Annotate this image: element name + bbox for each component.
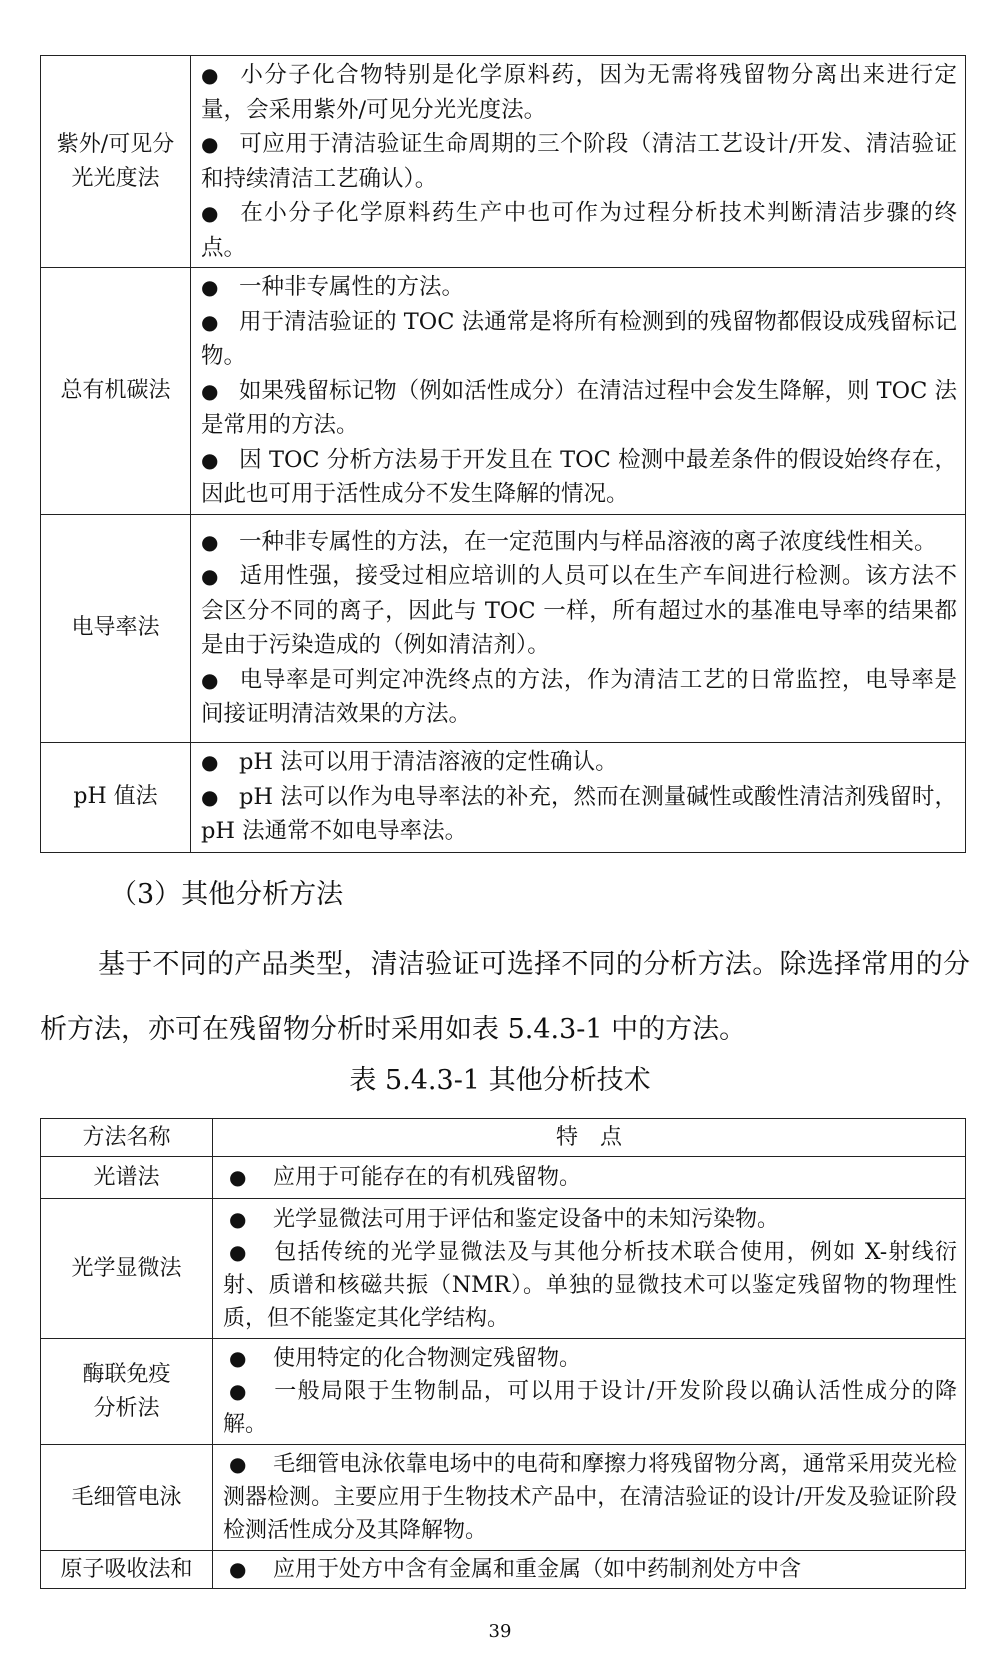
feature-item: ● 用于清洁验证的 TOC 法通常是将所有检测到的残留物都假设成残留标记物。 [201, 305, 957, 374]
bullet-icon: ● [201, 63, 219, 87]
method-features [213, 1551, 966, 1589]
page-number: 39 [488, 1621, 512, 1642]
method-features [191, 742, 966, 852]
feature-item: ● pH 法可以用于清洁溶液的定性确认。 [201, 745, 957, 780]
method-name: 光谱法 [41, 1157, 213, 1199]
method-name: 电导率法 [41, 514, 191, 742]
bullet-icon: ● [229, 1557, 247, 1581]
method-features [191, 268, 966, 515]
header-method: 方法名称 [41, 1119, 213, 1157]
other-analysis-table [40, 1118, 966, 1589]
table-row [41, 1445, 966, 1551]
header-features: 特 点 [213, 1119, 966, 1157]
bullet-icon: ● [229, 1239, 247, 1264]
method-features [213, 1445, 966, 1551]
feature-item: ● 适用性强，接受过相应培训的人员可以在生产车间进行检测。该方法不会区分不同的离子，因此与 TOC 一样，所有超过水的基准电导率的结果都是由于污染造成的（例如清洁剂）。 [201, 559, 957, 663]
method-features [213, 1339, 966, 1445]
feature-item: ● 应用于可能存在的有机残留物。 [223, 1161, 957, 1194]
feature-item: ● 如果残留标记物（例如活性成分）在清洁过程中会发生降解，则 TOC 法是常用的方法。 [201, 374, 957, 443]
bullet-icon: ● [229, 1452, 247, 1476]
method-features [213, 1199, 966, 1339]
feature-item: ● 在小分子化学原料药生产中也可作为过程分析技术判断清洁步骤的终点。 [201, 196, 957, 265]
table-row [41, 268, 966, 515]
feature-item: ● 一种非专属性的方法，在一定范围内与样品溶液的离子浓度线性相关。 [201, 525, 957, 560]
method-name: 酶联免疫分析法 [41, 1339, 213, 1445]
bullet-icon: ● [201, 529, 219, 554]
method-features [191, 56, 966, 268]
bullet-icon: ● [201, 309, 219, 334]
feature-item: ● 一种非专属性的方法。 [201, 270, 957, 305]
body-paragraph: 基于不同的产品类型，清洁验证可选择不同的分析方法。除选择常用的分析方法，亦可在残留物分析时采用如表 5.4.3-1 中的方法。 [40, 949, 970, 1045]
feature-item: ● 小分子化合物特别是化学原料药，因为无需将残留物分离出来进行定量，会采用紫外/可见分光光度法。 [201, 58, 957, 127]
bullet-icon: ● [201, 201, 219, 225]
bullet-icon: ● [201, 750, 219, 775]
table-row [41, 742, 966, 852]
method-features [191, 514, 966, 742]
bullet-icon: ● [201, 447, 219, 472]
bullet-icon: ● [229, 1165, 247, 1189]
feature-item: ● 因 TOC 分析方法易于开发且在 TOC 检测中最差条件的假设始终存在，因此也可用于活性成分不发生降解的情况。 [201, 443, 957, 512]
method-name: 光学显微法 [41, 1199, 213, 1339]
bullet-icon: ● [229, 1346, 247, 1370]
feature-item: ● 可应用于清洁验证生命周期的三个阶段（清洁工艺设计/开发、清洁验证和持续清洁工艺确认）。 [201, 127, 957, 196]
table-row [41, 1551, 966, 1589]
methods-table-continued [40, 55, 966, 853]
table-row [41, 56, 966, 268]
bullet-icon: ● [229, 1379, 247, 1403]
bullet-icon: ● [201, 132, 219, 156]
bullet-icon: ● [201, 784, 219, 809]
feature-item: ● 电导率是可判定冲洗终点的方法，作为清洁工艺的日常监控，电导率是间接证明清洁效果的方法。 [201, 663, 957, 732]
feature-item: ● pH 法可以作为电导率法的补充，然而在测量碱性或酸性清洁剂残留时，pH 法通常不如电导率法。 [201, 780, 957, 849]
section-heading: （3）其他分析方法 [110, 879, 344, 910]
table-header-row [41, 1119, 966, 1157]
table-row [41, 1339, 966, 1445]
table-row [41, 1157, 966, 1199]
feature-item: ● 使用特定的化合物测定残留物。 [223, 1342, 957, 1375]
table-caption: 表 5.4.3-1 其他分析技术 [349, 1065, 651, 1096]
table-row [41, 514, 966, 742]
method-name: 毛细管电泳 [41, 1445, 213, 1551]
method-name: 总有机碳法 [41, 268, 191, 515]
bullet-icon: ● [201, 275, 219, 299]
method-features [213, 1157, 966, 1199]
feature-item: ● 一般局限于生物制品，可以用于设计/开发阶段以确认活性成分的降解。 [223, 1375, 957, 1441]
method-name: 紫外/可见分光光度法 [41, 56, 191, 268]
table-row [41, 1199, 966, 1339]
bullet-icon: ● [229, 1206, 247, 1231]
feature-item: ● 光学显微法可用于评估和鉴定设备中的未知污染物。 [223, 1203, 957, 1236]
method-name: 原子吸收法和 [41, 1551, 213, 1589]
method-name: pH 值法 [41, 742, 191, 852]
bullet-icon: ● [201, 564, 219, 588]
bullet-icon: ● [201, 378, 219, 403]
feature-item: ● 包括传统的光学显微法及与其他分析技术联合使用，例如 X-射线衍射、质谱和核磁共振（NMR）。单独的显微技术可以鉴定残留物的物理性质，但不能鉴定其化学结构。 [223, 1236, 957, 1335]
feature-item: ● 应用于处方中含有金属和重金属（如中药制剂处方中含 [223, 1553, 957, 1586]
feature-item: ● 毛细管电泳依靠电场中的电荷和摩擦力将残留物分离，通常采用荧光检测器检测。主要应用于生物技术产品中，在清洁验证的设计/开发及验证阶段检测活性成分及其降解物。 [223, 1448, 957, 1547]
bullet-icon: ● [201, 667, 219, 692]
